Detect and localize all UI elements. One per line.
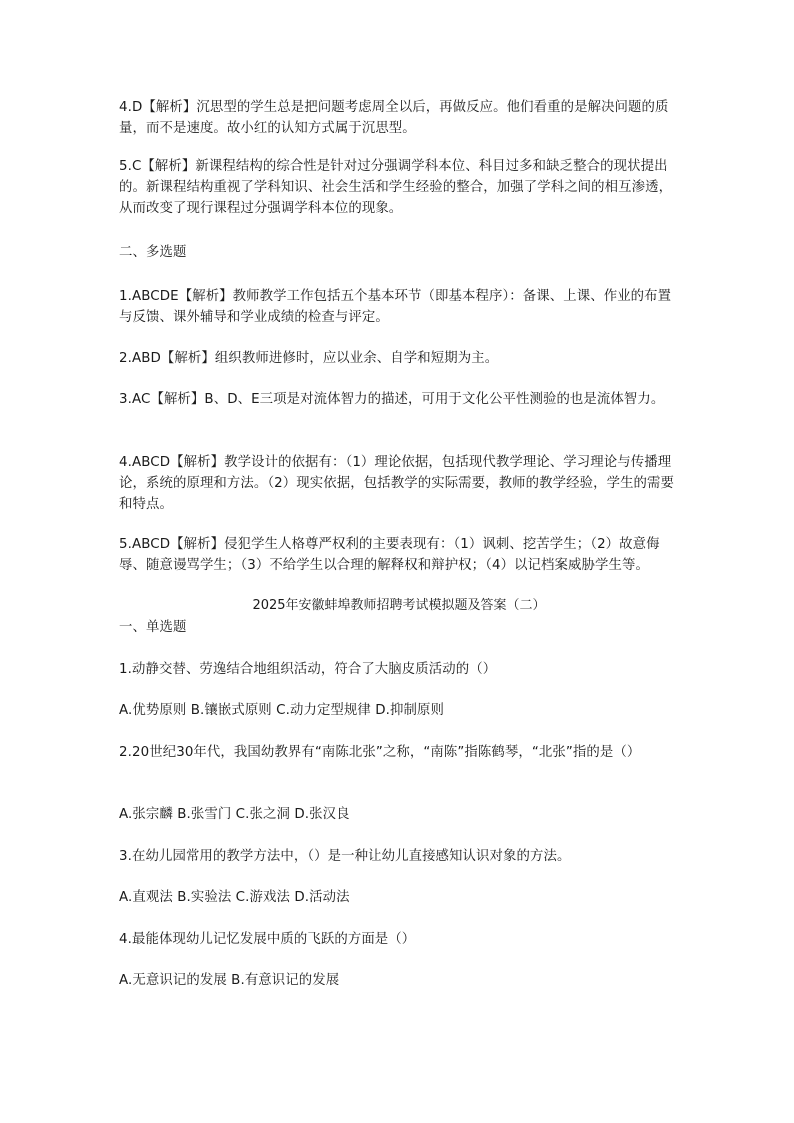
- question-1: 1.动静交替、劳逸结合地组织活动，符合了大脑皮质活动的（）: [119, 662, 497, 677]
- question-1-options: A.优势原则 B.镶嵌式原则 C.动力定型规律 D.抑制原则: [119, 703, 444, 718]
- question-2-options: A.张宗麟 B.张雪门 C.张之洞 D.张汉良: [119, 807, 350, 822]
- answer-4-multi: 4.ABCD【解析】教学设计的依据有：（1）理论依据，包括现代教学理论、学习理论与传播理论，系统的原理和方法。（2）现实依据，包括教学的实际需要，教师的教学经验，学生的需要和特点。: [119, 455, 675, 512]
- question-3: 3.在幼儿园常用的教学方法中，（）是一种让幼儿直接感知认识对象的方法。: [119, 849, 571, 864]
- section-heading-single: 一、单选题: [119, 620, 187, 635]
- answer-3-multi: 3.AC【解析】B、D、E三项是对流体智力的描述，可用于文化公平性测验的也是流体智力。: [119, 392, 665, 407]
- answer-1-multi: 1.ABCDE【解析】教师教学工作包括五个基本环节（即基本程序）：备课、上课、作业的布置与反馈、课外辅导和学业成绩的检查与评定。: [119, 289, 672, 325]
- question-4-options: A.无意识记的发展 B.有意识记的发展: [119, 973, 340, 988]
- answer-2-multi: 2.ABD【解析】组织教师进修时，应以业余、自学和短期为主。: [119, 351, 499, 366]
- question-4: 4.最能体现幼儿记忆发展中质的飞跃的方面是（）: [119, 932, 416, 947]
- document-title: 2025年安徽蚌埠教师招聘考试模拟题及答案（二）: [252, 598, 546, 613]
- answer-5-multi: 5.ABCD【解析】侵犯学生人格尊严权利的主要表现有：（1）讽刺、挖苦学生；（2）故意侮辱、随意谩骂学生；（3）不给学生以合理的解释权和辩护权；（4）以记档案威胁学生等。: [119, 537, 660, 573]
- question-3-options: A.直观法 B.实验法 C.游戏法 D.活动法: [119, 890, 350, 905]
- answer-4-single: 4.D【解析】沉思型的学生总是把问题考虑周全以后，再做反应。他们看重的是解决问题的质量，而不是速度。故小红的认知方式属于沉思型。: [119, 100, 669, 136]
- section-heading-multi: 二、多选题: [119, 245, 187, 260]
- answer-5-single: 5.C【解析】新课程结构的综合性是针对过分强调学科本位、科目过多和缺乏整合的现状提出的。新课程结构重视了学科知识、社会生活和学生经验的整合，加强了学科之间的相互渗透，从而改变了现行课程过分强调学科本位的现象。: [119, 159, 673, 216]
- question-2: 2.20世纪30年代，我国幼教界有“南陈北张”之称，“南陈”指陈鹤琴，“北张”指的是（）: [119, 745, 641, 760]
